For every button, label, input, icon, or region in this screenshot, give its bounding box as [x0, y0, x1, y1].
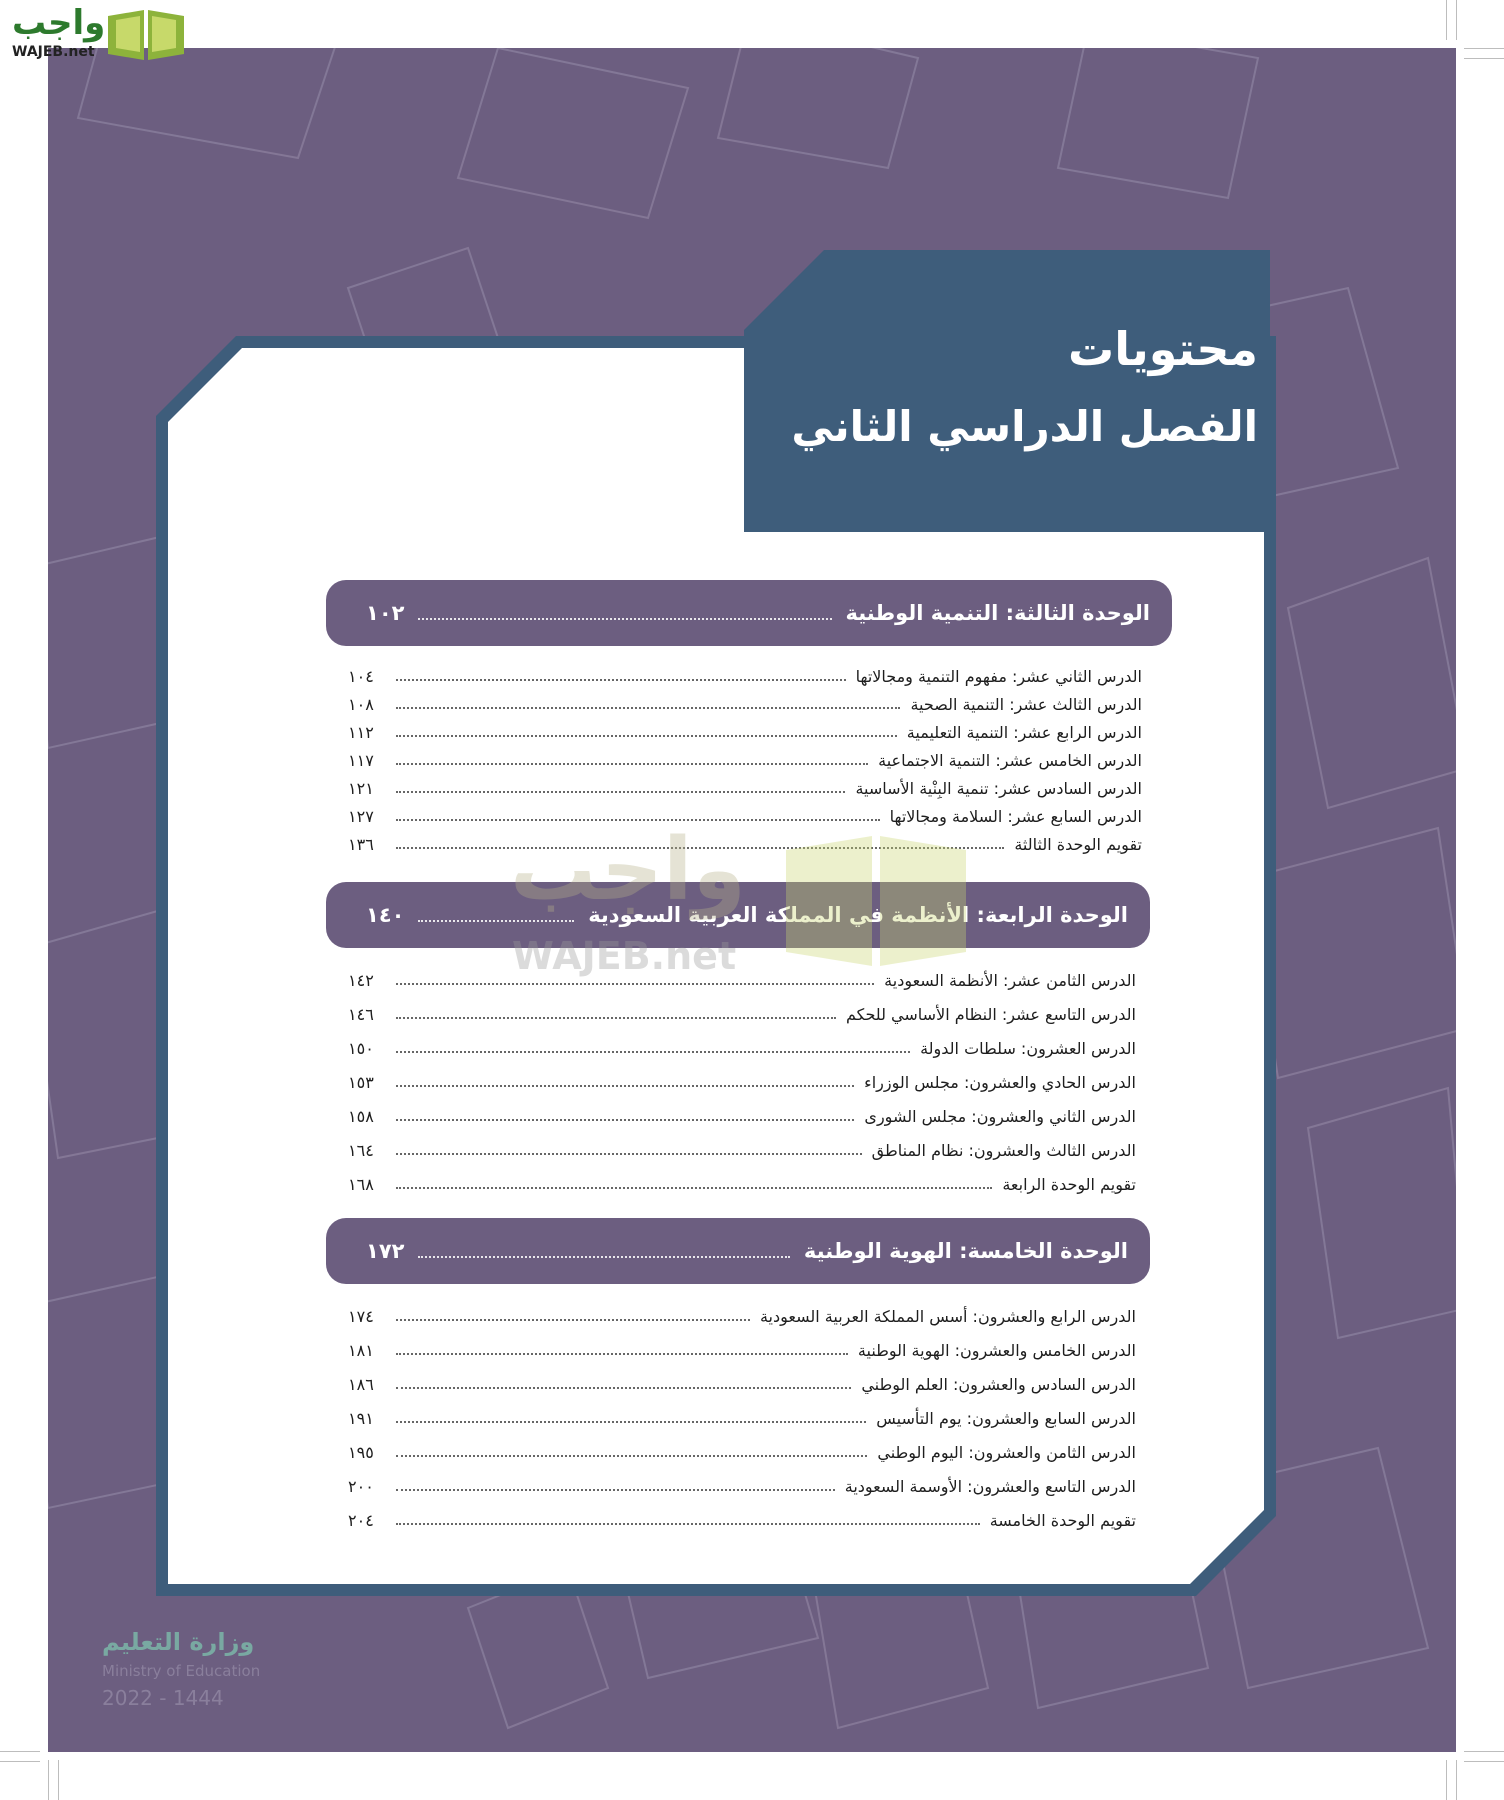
lesson-page-number: ١٤٦ — [348, 1005, 374, 1024]
lesson-page-number: ١٩١ — [348, 1409, 374, 1428]
watermark-subtext: WAJEB.net — [512, 934, 737, 978]
dot-leader — [396, 1489, 835, 1491]
trim-mark — [1456, 0, 1457, 40]
page-subtitle: الفصل الدراسي الثاني — [791, 402, 1258, 451]
lesson-title: الدرس الثاني عشر: مفهوم التنمية ومجالاتها — [855, 667, 1142, 686]
toc-row[interactable] — [348, 1438, 1136, 1462]
lesson-page-number: ١٣٦ — [348, 835, 374, 854]
title-box — [744, 250, 1270, 532]
lesson-title: الدرس الحادي والعشرون: مجلس الوزراء — [864, 1073, 1136, 1092]
wajeb-logo-subtext: WAJEB.net — [12, 44, 95, 60]
dot-leader — [396, 1353, 848, 1355]
unit-title: الوحدة الرابعة: الأنظمة في المملكة العربية السعودية — [588, 903, 1128, 927]
trim-mark — [0, 1761, 40, 1762]
toc-row[interactable] — [348, 830, 1142, 854]
lesson-title: تقويم الوحدة الثالثة — [1014, 835, 1142, 854]
toc-row[interactable] — [348, 802, 1142, 826]
dot-leader — [396, 1051, 910, 1053]
dot-leader — [396, 983, 874, 985]
page-title: محتويات — [1067, 322, 1258, 376]
lesson-title: الدرس الثامن عشر: الأنظمة السعودية — [884, 971, 1136, 990]
lesson-title: الدرس العشرون: سلطات الدولة — [920, 1039, 1136, 1058]
watermark-text: واجب — [510, 820, 746, 920]
ministry-name-ar: وزارة التعليم — [102, 1628, 255, 1656]
toc-row[interactable] — [348, 1472, 1136, 1496]
trim-mark — [1464, 48, 1504, 49]
unit-header[interactable] — [326, 580, 1172, 646]
dot-leader — [396, 1387, 851, 1389]
ministry-year: 2022 - 1444 — [102, 1686, 224, 1710]
lesson-page-number: ١٨٦ — [348, 1375, 374, 1394]
lesson-page-number: ١٤٢ — [348, 971, 374, 990]
dot-leader — [418, 1256, 789, 1258]
unit-page-number: ١٧٢ — [366, 1239, 405, 1263]
lesson-title: الدرس السادس عشر: تنمية البِنْية الأساسية — [855, 779, 1142, 798]
wajeb-logo — [0, 0, 190, 64]
toc-row[interactable] — [348, 966, 1136, 990]
dot-leader — [396, 679, 846, 681]
lesson-title: الدرس التاسع عشر: النظام الأساسي للحكم — [845, 1005, 1136, 1024]
dot-leader — [396, 791, 845, 793]
dot-leader — [396, 1187, 992, 1189]
dot-leader — [418, 618, 831, 620]
toc-row[interactable] — [348, 1136, 1136, 1160]
unit-title: الوحدة الخامسة: الهوية الوطنية — [803, 1239, 1128, 1263]
lesson-title: الدرس الثاني والعشرون: مجلس الشورى — [864, 1107, 1136, 1126]
toc-row[interactable] — [348, 1034, 1136, 1058]
toc-row[interactable] — [348, 1370, 1136, 1394]
lesson-page-number: ١٥٠ — [348, 1039, 374, 1058]
lesson-page-number: ٢٠٠ — [348, 1477, 374, 1496]
lesson-page-number: ١٥٨ — [348, 1107, 374, 1126]
book-icon — [104, 2, 188, 62]
trim-mark — [1464, 1761, 1504, 1762]
dot-leader — [396, 763, 868, 765]
unit-header[interactable] — [326, 1218, 1150, 1284]
trim-mark — [1464, 1751, 1504, 1752]
lesson-title: الدرس السابع والعشرون: يوم التأسيس — [876, 1409, 1136, 1428]
dot-leader — [396, 847, 1004, 849]
trim-mark — [1446, 1760, 1447, 1800]
toc-row[interactable] — [348, 1336, 1136, 1360]
dot-leader — [396, 1153, 862, 1155]
toc-row[interactable] — [348, 1302, 1136, 1326]
toc-row[interactable] — [348, 1068, 1136, 1092]
toc-row[interactable] — [348, 746, 1142, 770]
lesson-title: الدرس الرابع والعشرون: أسس المملكة العربية السعودية — [759, 1307, 1136, 1326]
lesson-page-number: ١٦٨ — [348, 1175, 374, 1194]
trim-mark — [48, 1760, 49, 1800]
trim-mark — [1456, 1760, 1457, 1800]
unit-page-number: ١٠٢ — [366, 601, 405, 625]
trim-mark — [1446, 0, 1447, 40]
lesson-title: الدرس السابع عشر: السلامة ومجالاتها — [889, 807, 1142, 826]
trim-mark — [0, 1751, 40, 1752]
toc-row[interactable] — [348, 690, 1142, 714]
lesson-page-number: ١٩٥ — [348, 1443, 374, 1462]
unit-page-number: ١٤٠ — [366, 903, 405, 927]
toc-row[interactable] — [348, 774, 1142, 798]
lesson-page-number: ١٠٨ — [348, 695, 374, 714]
unit-title: الوحدة الثالثة: التنمية الوطنية — [845, 601, 1150, 625]
toc-row[interactable] — [348, 662, 1142, 686]
wajeb-logo-text: واجب — [12, 3, 106, 43]
lesson-title: تقويم الوحدة الرابعة — [1002, 1175, 1136, 1194]
toc-row[interactable] — [348, 1102, 1136, 1126]
dot-leader — [396, 819, 880, 821]
toc-row[interactable] — [348, 1506, 1136, 1530]
lesson-page-number: ١٢١ — [348, 779, 374, 798]
lesson-page-number: ١٦٤ — [348, 1141, 374, 1160]
toc-row[interactable] — [348, 1170, 1136, 1194]
lesson-title: الدرس الثامن والعشرون: اليوم الوطني — [877, 1443, 1136, 1462]
lesson-page-number: ١١٢ — [348, 723, 374, 742]
toc-row[interactable] — [348, 1000, 1136, 1024]
lesson-page-number: ١٠٤ — [348, 667, 374, 686]
dot-leader — [396, 1523, 980, 1525]
lesson-page-number: ١٧٤ — [348, 1307, 374, 1326]
trim-mark — [58, 1760, 59, 1800]
lesson-title: الدرس الخامس عشر: التنمية الاجتماعية — [878, 751, 1142, 770]
dot-leader — [396, 707, 900, 709]
dot-leader — [396, 1319, 750, 1321]
dot-leader — [418, 920, 574, 922]
toc-row[interactable] — [348, 1404, 1136, 1428]
dot-leader — [396, 1085, 854, 1087]
dot-leader — [396, 1421, 866, 1423]
lesson-page-number: ١١٧ — [348, 751, 374, 770]
trim-mark — [1464, 58, 1504, 59]
lesson-title: الدرس التاسع والعشرون: الأوسمة السعودية — [844, 1477, 1136, 1496]
lesson-title: الدرس الرابع عشر: التنمية التعليمية — [906, 723, 1142, 742]
dot-leader — [396, 1017, 836, 1019]
lesson-page-number: ١٢٧ — [348, 807, 374, 826]
toc-row[interactable] — [348, 718, 1142, 742]
lesson-page-number: ١٨١ — [348, 1341, 374, 1360]
lesson-title: الدرس الثالث والعشرون: نظام المناطق — [871, 1141, 1136, 1160]
lesson-title: الدرس الثالث عشر: التنمية الصحية — [910, 695, 1142, 714]
ministry-name-en: Ministry of Education — [102, 1662, 261, 1680]
dot-leader — [396, 1455, 867, 1457]
lesson-title: الدرس السادس والعشرون: العلم الوطني — [861, 1375, 1136, 1394]
lesson-page-number: ٢٠٤ — [348, 1511, 374, 1530]
dot-leader — [396, 1119, 854, 1121]
lesson-title: تقويم الوحدة الخامسة — [989, 1511, 1136, 1530]
lesson-title: الدرس الخامس والعشرون: الهوية الوطنية — [857, 1341, 1136, 1360]
lesson-page-number: ١٥٣ — [348, 1073, 374, 1092]
dot-leader — [396, 735, 897, 737]
unit-header[interactable] — [326, 882, 1150, 948]
